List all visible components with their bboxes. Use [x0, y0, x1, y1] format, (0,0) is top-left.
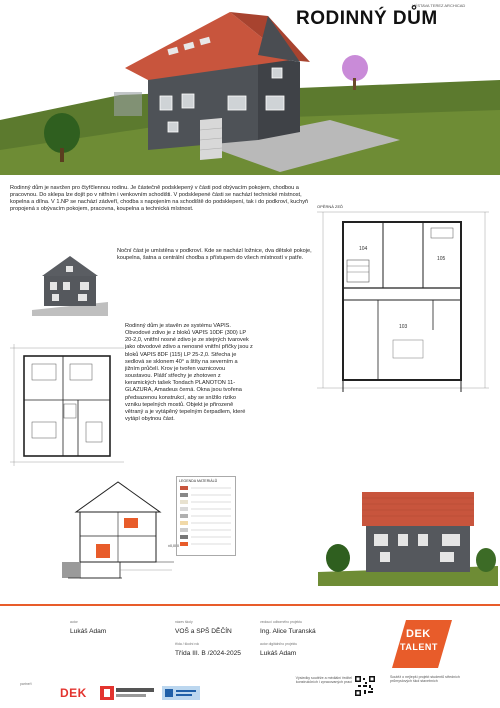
dek-talent-word-2: TALENT	[400, 642, 438, 652]
material-legend	[176, 476, 236, 556]
dek-partner-logo: DEK	[60, 686, 87, 700]
description-paragraph-2: Noční část je umístěna v podkroví. Kde se nachází ložnice, dva dětské pokoje, koupelna, šatna a centrální chodba s přístupem do všech místností v patře.	[117, 248, 312, 262]
plan-label-retaining-wall: OPĚRNÁ ZEĎ	[317, 204, 344, 209]
floor-plan-ground	[313, 200, 493, 395]
author-name: Lukáš Adam	[70, 628, 107, 635]
elevation-render	[318, 488, 498, 586]
footer-accent-line	[0, 604, 500, 606]
legend-title: LEGENDA MATERIÁLŮ	[179, 479, 218, 483]
author-label: autor	[70, 620, 78, 624]
dek-talent-logo	[392, 620, 452, 668]
section-drawing	[62, 478, 174, 586]
room-number-a: 104	[359, 246, 368, 252]
class-label: třída / školní rok	[175, 642, 200, 646]
poster-tag: VÝSTAVA TEREZ ARCHICAD	[412, 3, 466, 8]
school-name: VOŠ a SPŠ DĚČÍN	[175, 628, 232, 635]
partner-logo-3	[162, 686, 200, 700]
qr-caption: Výsledky soutěže a médiální ředitel konstrukčních i zpracovaných prací	[295, 676, 352, 685]
partner-logo-2	[100, 686, 154, 700]
room-number-b: 103	[399, 324, 408, 330]
partners-label: partneři	[20, 682, 32, 686]
elevation-thumbnail	[30, 252, 110, 316]
project-author-name: Lukáš Adam	[260, 650, 297, 657]
description-paragraph-1: Rodinný dům je navržen pro čtyřčlennou rodinu. Je částečně podsklepený v části pod obývacím pokojem, chodbou a pracovnou. Do sklepa lze dojít po v nitřním i venkovním schodišti. V podsklepené části se nachází technické místnost, kopelna a dílna. V 1.NP se nachází zádveří, chodba s napojením na schodiště do podsklepení, tak i do podkroví, kuchyň propojená s obývacím pokojem, pracovna, koupelna a technická místnost.	[10, 185, 309, 213]
construction-paragraph: Rodinný dům je stavěn ze systému VAPIS. Obvodové zdivo je z bloků VAPIS 10DF (300) LP 20-2,0, vnitřní nosné zdivo je ze stejných tvarovek jako obvodové zdivo a nenosné vnitřní příčky jsou z bloků VAPIS 8DF (115) LP 25-2,0. Střecha je sedlová se sklonem 40° a štíty na severním a jižním průčelí. Krov je tvořen vaznicovou soustavou. Plášť střechy je zhotoven z keramických tašek Tondach PLANOTON 11-GLAZURA, Amadeus černá. Okna jsou tvořena předsazenou konstrukcí, aby se snížilo riziko vzniku tepelných mostů. Objekt je přirozeně větraný a je vytápěný tepelným čerpadlem, které vytápí obytnou část.	[125, 323, 253, 423]
floor-plan-attic	[8, 342, 126, 467]
dek-talent-word-1: DEK	[406, 628, 431, 640]
section-level-label: ±0,000	[168, 544, 179, 548]
competition-text: Soutěž o nejlepší projekt studentů středních průmyslových škol stavebních	[390, 675, 460, 684]
class-value: Třída III. B /2024-2025	[175, 650, 241, 657]
teacher-label: vedoucí odborného projektu	[260, 620, 303, 624]
poster-title: RODINNÝ DŮM	[296, 8, 438, 29]
teacher-name: Ing. Alice Turanská	[260, 628, 316, 635]
qr-code[interactable]	[355, 676, 375, 696]
project-author-label: autor digitálního projektu	[260, 642, 298, 646]
school-label: název školy	[175, 620, 193, 624]
room-number-c: 105	[437, 256, 446, 262]
